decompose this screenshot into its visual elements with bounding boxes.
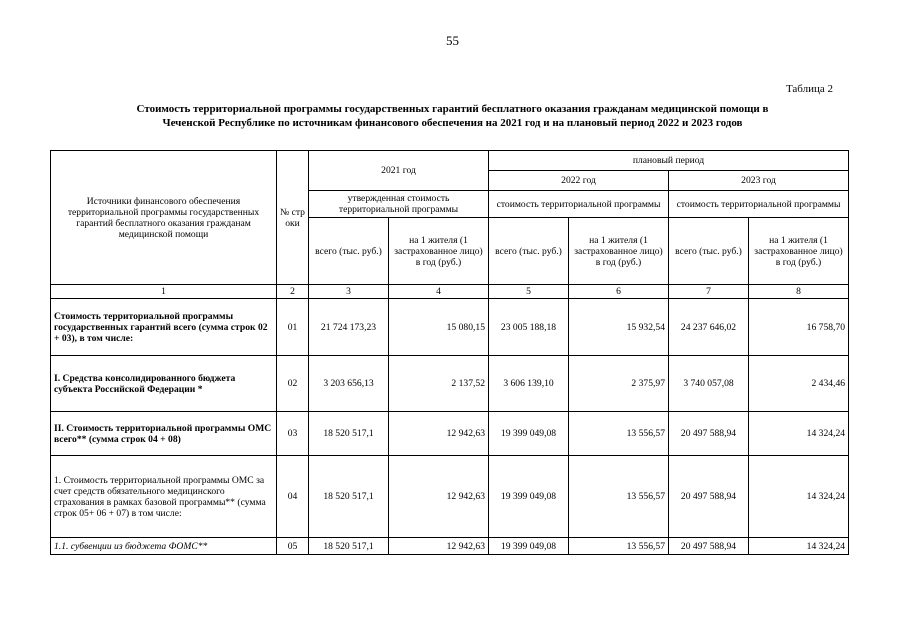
header-year-2021: 2021 год bbox=[309, 151, 489, 191]
cell-2021-total: 21 724 173,23 bbox=[309, 299, 389, 356]
cell-2021-total: 3 203 656,13 bbox=[309, 356, 389, 412]
table-row bbox=[51, 299, 849, 356]
row-label: I. Средства консолидированного бюджета субъекта Российской Федерации * bbox=[51, 356, 277, 412]
cell-2021-per-capita: 2 137,52 bbox=[389, 356, 489, 412]
cell-2021-total: 18 520 517,1 bbox=[309, 456, 389, 538]
header-row-no: № стр оки bbox=[277, 151, 309, 285]
header-per-capita-2021: на 1 жителя (1 застрахованное лицо) в год (руб.) bbox=[389, 218, 489, 285]
cell-2021-total: 18 520 517,1 bbox=[309, 412, 389, 456]
cell-2023-per-capita: 14 324,24 bbox=[749, 412, 849, 456]
header-cost-2022: стоимость территориальной программы bbox=[489, 191, 669, 218]
row-label: Стоимость территориальной программы государственных гарантий всего (сумма строк 02 + 03), в том числе: bbox=[51, 299, 277, 356]
header-row-1 bbox=[51, 151, 849, 171]
table-row bbox=[51, 538, 849, 555]
row-code: 05 bbox=[277, 538, 309, 555]
page-number: 55 bbox=[446, 33, 459, 48]
cell-2022-total: 3 606 139,10 bbox=[489, 356, 569, 412]
cell-2023-per-capita: 14 324,24 bbox=[749, 456, 849, 538]
column-number-row bbox=[51, 285, 849, 299]
header-cost-2023: стоимость территориальной программы bbox=[669, 191, 849, 218]
cell-2022-total: 23 005 188,18 bbox=[489, 299, 569, 356]
row-label: 1.1. субвенции из бюджета ФОМС** bbox=[51, 538, 277, 555]
column-number: 3 bbox=[309, 285, 389, 299]
header-planned-period: плановый период bbox=[489, 151, 849, 171]
cell-2023-per-capita: 16 758,70 bbox=[749, 299, 849, 356]
row-code: 03 bbox=[277, 412, 309, 456]
cell-2022-per-capita: 13 556,57 bbox=[569, 456, 669, 538]
header-source: Источники финансового обеспечения территориальной программы государственных гарантий бесплатного оказания гражданам медицинской помощи bbox=[51, 151, 277, 285]
header-year-2023: 2023 год bbox=[669, 171, 849, 191]
cell-2022-total: 19 399 049,08 bbox=[489, 456, 569, 538]
column-number: 4 bbox=[389, 285, 489, 299]
header-per-capita-2023: на 1 жителя (1 застрахованное лицо) в год (руб.) bbox=[749, 218, 849, 285]
financing-table bbox=[50, 150, 849, 555]
row-code: 01 bbox=[277, 299, 309, 356]
cell-2022-total: 19 399 049,08 bbox=[489, 538, 569, 555]
row-label: II. Стоимость территориальной программы ОМС всего** (сумма строк 04 + 08) bbox=[51, 412, 277, 456]
header-total-2023: всего (тыс. руб.) bbox=[669, 218, 749, 285]
table-row bbox=[51, 412, 849, 456]
cell-2021-per-capita: 15 080,15 bbox=[389, 299, 489, 356]
table-row bbox=[51, 356, 849, 412]
cell-2023-total: 20 497 588,94 bbox=[669, 538, 749, 555]
row-code: 04 bbox=[277, 456, 309, 538]
column-number: 7 bbox=[669, 285, 749, 299]
header-total-2022: всего (тыс. руб.) bbox=[489, 218, 569, 285]
column-number: 5 bbox=[489, 285, 569, 299]
title-line-2: Чеченской Республике по источникам финансового обеспечения на 2021 год и на плановый период 2022 и 2023 годов bbox=[162, 117, 743, 129]
column-number: 8 bbox=[749, 285, 849, 299]
row-code: 02 bbox=[277, 356, 309, 412]
column-number: 1 bbox=[51, 285, 277, 299]
cell-2022-per-capita: 15 932,54 bbox=[569, 299, 669, 356]
cell-2023-total: 20 497 588,94 bbox=[669, 456, 749, 538]
cell-2021-per-capita: 12 942,63 bbox=[389, 538, 489, 555]
document-title bbox=[60, 102, 845, 130]
cell-2022-per-capita: 13 556,57 bbox=[569, 538, 669, 555]
cell-2022-per-capita: 2 375,97 bbox=[569, 356, 669, 412]
table-row bbox=[51, 456, 849, 538]
header-per-capita-2022: на 1 жителя (1 застрахованное лицо) в год (руб.) bbox=[569, 218, 669, 285]
header-total-2021: всего (тыс. руб.) bbox=[309, 218, 389, 285]
row-label: 1. Стоимость территориальной программы ОМС за счет средств обязательного медицинского страхования в рамках базовой программы** (сумма строк 05+ 06 + 07) в том числе: bbox=[51, 456, 277, 538]
cell-2023-total: 20 497 588,94 bbox=[669, 412, 749, 456]
cell-2023-total: 3 740 057,08 bbox=[669, 356, 749, 412]
cell-2021-per-capita: 12 942,63 bbox=[389, 456, 489, 538]
table-label: Таблица 2 bbox=[785, 83, 833, 95]
column-number: 2 bbox=[277, 285, 309, 299]
cell-2022-total: 19 399 049,08 bbox=[489, 412, 569, 456]
header-approved-cost: утвержденная стоимость территориальной программы bbox=[309, 191, 489, 218]
title-line-1: Стоимость территориальной программы государственных гарантий бесплатного оказания гражданам медицинской помощи в bbox=[136, 103, 769, 115]
cell-2023-total: 24 237 646,02 bbox=[669, 299, 749, 356]
cell-2021-total: 18 520 517,1 bbox=[309, 538, 389, 555]
header-year-2022: 2022 год bbox=[489, 171, 669, 191]
cell-2023-per-capita: 2 434,46 bbox=[749, 356, 849, 412]
cell-2022-per-capita: 13 556,57 bbox=[569, 412, 669, 456]
cell-2021-per-capita: 12 942,63 bbox=[389, 412, 489, 456]
column-number: 6 bbox=[569, 285, 669, 299]
cell-2023-per-capita: 14 324,24 bbox=[749, 538, 849, 555]
